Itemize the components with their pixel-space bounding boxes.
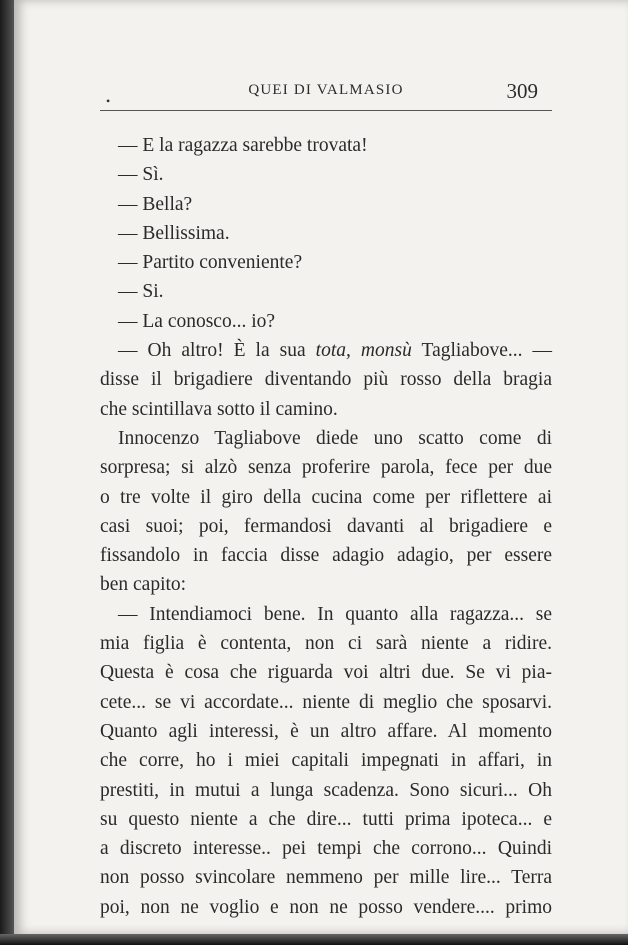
text-line: — La conosco... io?	[118, 310, 276, 332]
text-line: poi, non ne voglio e non ne posso vendere.... primo	[100, 896, 552, 918]
text-line: Questa è cosa che riguarda voi altri due. Se vi pia-	[100, 662, 552, 684]
page-bottom-shadow	[0, 934, 628, 945]
text-line: — Intendiamoci bene. In quanto alla ragazza... se	[118, 603, 552, 625]
text-line: su questo niente a che dire... tutti prima ipoteca... e	[100, 808, 552, 830]
text-line: non posso svincolare nemmeno per mille lire... Terra	[100, 867, 552, 889]
text-line: Innocenzo Tagliabove diede uno scatto come di	[118, 427, 552, 449]
text-line: — Bella?	[118, 193, 193, 215]
text-line	[100, 336, 552, 365]
text-line: casi suoi; poi, fermandosi davanti al brigadiere e	[100, 515, 552, 537]
text-line: prestiti, in mutui a lunga scadenza. Sono sicuri... Oh	[100, 779, 552, 801]
text-line: ben capito:	[100, 574, 187, 596]
italic-word: monsù	[360, 340, 412, 362]
running-head: QUEI DI VALMASIO	[248, 82, 404, 98]
text-line: fissandolo in faccia disse adagio adagio, per essere	[100, 545, 552, 567]
text-segment: — Oh altro! È la sua	[118, 340, 306, 362]
header-rule	[100, 110, 552, 111]
text-line: a discreto interesse.. pei tempi che corrono... Quindi	[100, 838, 552, 860]
text-line: — Si.	[118, 281, 164, 303]
body-text	[100, 131, 552, 922]
text-segment: Tagliabove... —	[421, 340, 553, 362]
printer-mark: •	[106, 94, 111, 108]
text-line: disse il brigadiere diventando più rosso della bragia	[100, 369, 552, 391]
text-line: — Sì.	[118, 164, 164, 186]
text-line: sorpresa; si alzò senza proferire parola, fece per due	[100, 457, 552, 479]
text-line: che corre, ho i miei capitali impegnati in affari, in	[100, 750, 552, 772]
page-gutter-shadow	[0, 0, 14, 945]
text-line: che scintillava sotto il camino.	[100, 398, 338, 420]
text-line: — Partito conveniente?	[118, 252, 303, 274]
text-line: cete... se vi accordate... niente di meglio che sposarvi.	[100, 691, 552, 713]
page-number: 309	[506, 79, 538, 103]
text-line: o tre volte il giro della cucina come per riflettere ai	[100, 486, 552, 508]
page-header	[100, 79, 552, 108]
text-line: — E la ragazza sarebbe trovata!	[118, 135, 368, 156]
italic-word: tota,	[315, 340, 351, 362]
text-line: mia figlia è contenta, non ci sarà niente a ridire.	[100, 633, 552, 655]
text-line: Quanto agli interessi, è un altro affare. Al momento	[100, 720, 552, 742]
text-line: — Bellissima.	[118, 222, 230, 244]
